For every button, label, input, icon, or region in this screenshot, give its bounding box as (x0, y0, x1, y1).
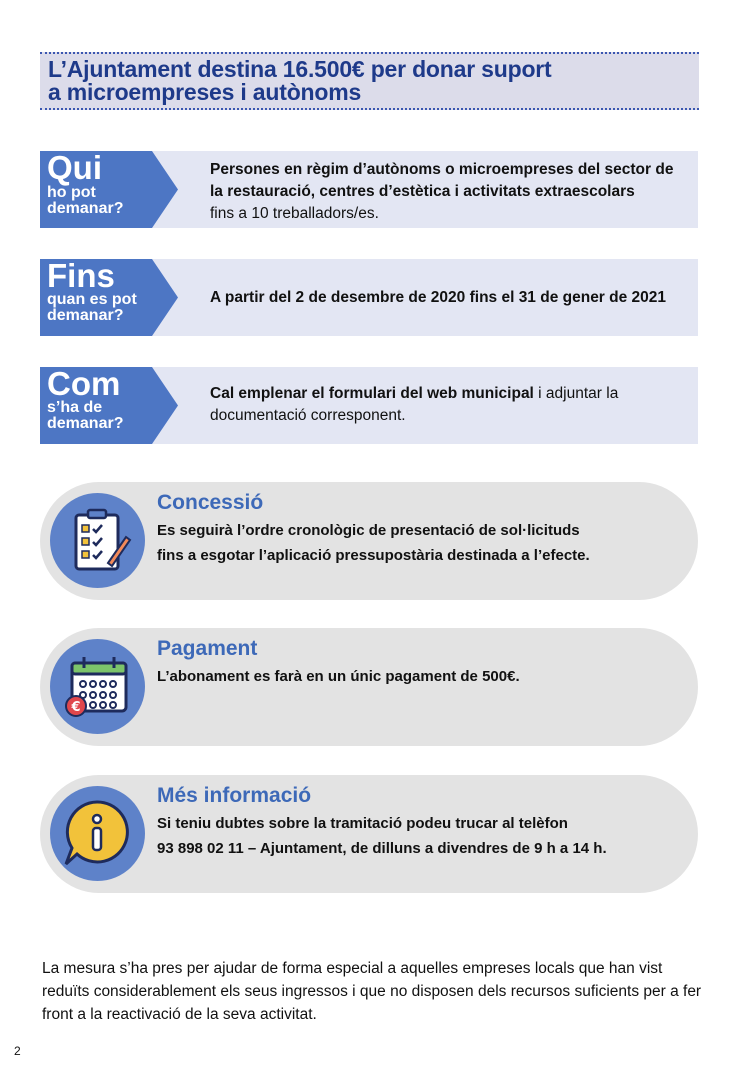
tag-subtitle: s’ha de demanar? (47, 399, 124, 432)
answer-bold: A partir del 2 de desembre de 2020 fins el 31 de gener de 2021 (210, 289, 667, 306)
answer-text (210, 383, 640, 427)
question-row-who (40, 151, 698, 228)
icon-circle (50, 786, 145, 881)
info-text (157, 518, 678, 568)
info-block-payment (40, 628, 698, 746)
answer-normal: i adjuntar la documentació corresponent. (210, 385, 619, 424)
tag-title: Qui (47, 149, 102, 186)
page-number: 2 (14, 1044, 21, 1058)
answer-bold: Cal emplenar el formulari del web municipal (210, 385, 534, 402)
tag-title: Fins (47, 257, 115, 294)
checklist-icon (50, 493, 145, 588)
tag-subtitle: ho pot demanar? (47, 184, 124, 217)
icon-circle (50, 493, 145, 588)
info-line: Si teniu dubtes sobre la tramitació podeu trucar al telèfon (157, 815, 568, 832)
page-title-line-2: a microempreses i autònoms (48, 79, 362, 105)
info-block-concession (40, 482, 698, 600)
info-text (157, 811, 678, 861)
info-title: Més informació (157, 784, 312, 807)
info-block-more-info (40, 775, 698, 893)
info-title: Concessió (157, 491, 264, 514)
info-line: L’abonament es farà en un únic pagament de 500€. (157, 668, 520, 685)
question-row-how (40, 367, 698, 444)
info-text (157, 664, 678, 689)
icon-circle (50, 639, 145, 734)
info-line: 93 898 02 11 – Ajuntament, de dilluns a divendres de 9 h a 14 h. (157, 840, 607, 857)
tag-title: Com (47, 365, 121, 402)
tag-subtitle: quan es pot demanar? (47, 291, 137, 324)
page-title-line-1: L’Ajuntament destina 16.500€ per donar suport (48, 56, 552, 82)
info-line: Es seguirà l’ordre cronològic de presentació de sol·licituds (157, 522, 580, 539)
calendar-euro-icon (50, 639, 145, 734)
svg-text:€: € (71, 700, 81, 715)
answer-normal: fins a 10 treballadors/es. (210, 205, 379, 222)
page-header (40, 52, 699, 110)
info-line: fins a esgotar l’aplicació pressupostària destinada a l’efecte. (157, 547, 590, 564)
answer-bold: Persones en règim d’autònoms o microempreses del sector de la restauració, centres d’estètica i activitats extraescolars (210, 161, 674, 200)
info-bubble-icon (50, 786, 145, 881)
answer-text (210, 159, 690, 225)
info-title: Pagament (157, 637, 258, 660)
question-row-until-when (40, 259, 698, 336)
answer-text (210, 287, 690, 309)
footer-paragraph: La mesura s’ha pres per ajudar de forma especial a aquelles empreses locals que han vist reduïts considerablement els seus ingressos i que no disposen dels recursos suficients per a fer front a la reactivació de la seva activitat. (42, 960, 702, 1023)
